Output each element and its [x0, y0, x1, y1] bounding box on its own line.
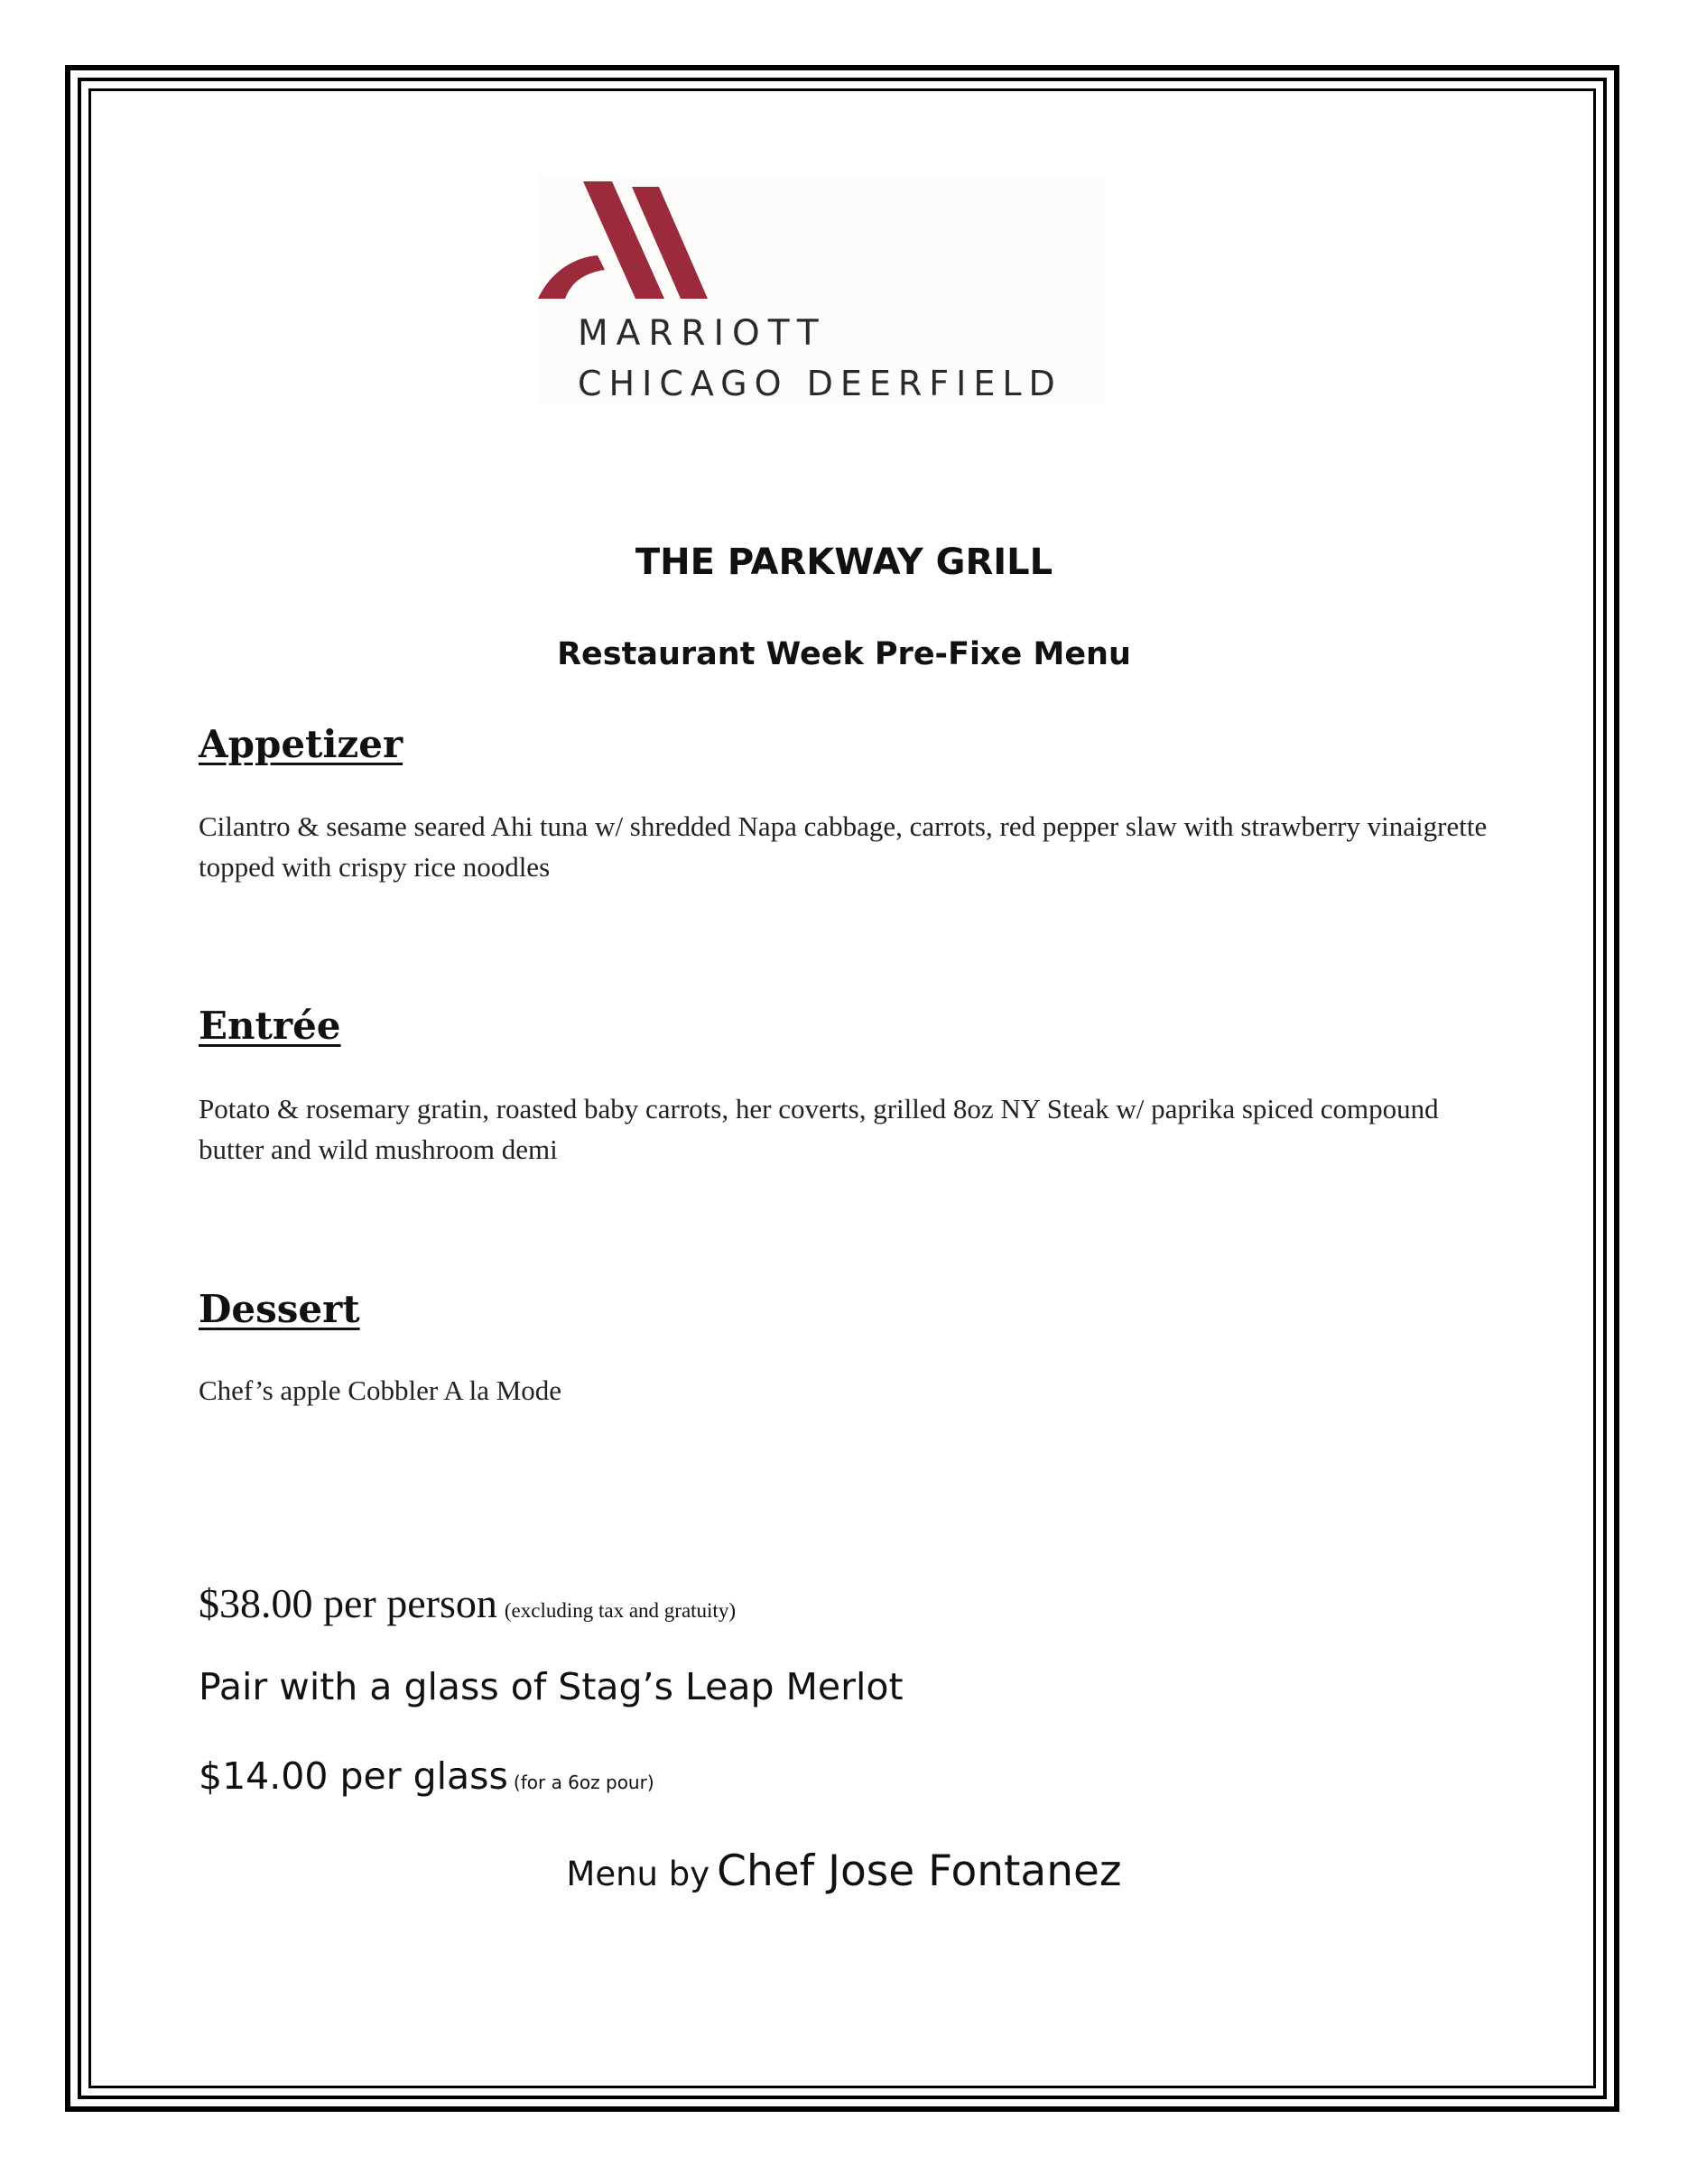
entree-description: Potato & rosemary gratin, roasted baby carrots, her coverts, grilled 8oz NY Steak w/ paprika spiced compound butter and wild mushroom demi [199, 1093, 1439, 1165]
wine-pairing: Pair with a glass of Stag’s Leap Merlot [199, 1665, 904, 1708]
glass-price-line [199, 1754, 654, 1798]
marriott-logo [538, 176, 1105, 404]
restaurant-title: THE PARKWAY GRILL [635, 541, 1053, 583]
marriott-m-logo-icon [538, 176, 1105, 311]
menu-subtitle: Restaurant Week Pre-Fixe Menu [557, 636, 1131, 672]
chef-credit [0, 1846, 1688, 1896]
dessert-description: Chef’s apple Cobbler A la Mode [199, 1374, 562, 1406]
logo-location-text: CHICAGO DEERFIELD [578, 364, 1062, 403]
logo-swoosh [538, 255, 605, 299]
glass-price: $14.00 per glass [199, 1754, 508, 1798]
appetizer-description: Cilantro & sesame seared Ahi tuna w/ shredded Napa cabbage, carrots, red pepper slaw with strawberry vinaigrette topped with crispy rice noodles [199, 810, 1488, 883]
menu-by-label: Menu by [566, 1855, 710, 1893]
appetizer-heading: Appetizer [199, 722, 403, 766]
dessert-heading: Dessert [199, 1287, 360, 1331]
price-per-person: $38.00 per person [199, 1580, 497, 1626]
glass-note: (for a 6oz pour) [513, 1772, 654, 1793]
entree-heading: Entrée [199, 1004, 341, 1048]
price-line [199, 1579, 736, 1627]
logo-brand-text: MARRIOTT [578, 313, 827, 354]
chef-name: Chef Jose Fontanez [717, 1846, 1122, 1896]
price-note: (excluding tax and gratuity) [504, 1599, 736, 1622]
